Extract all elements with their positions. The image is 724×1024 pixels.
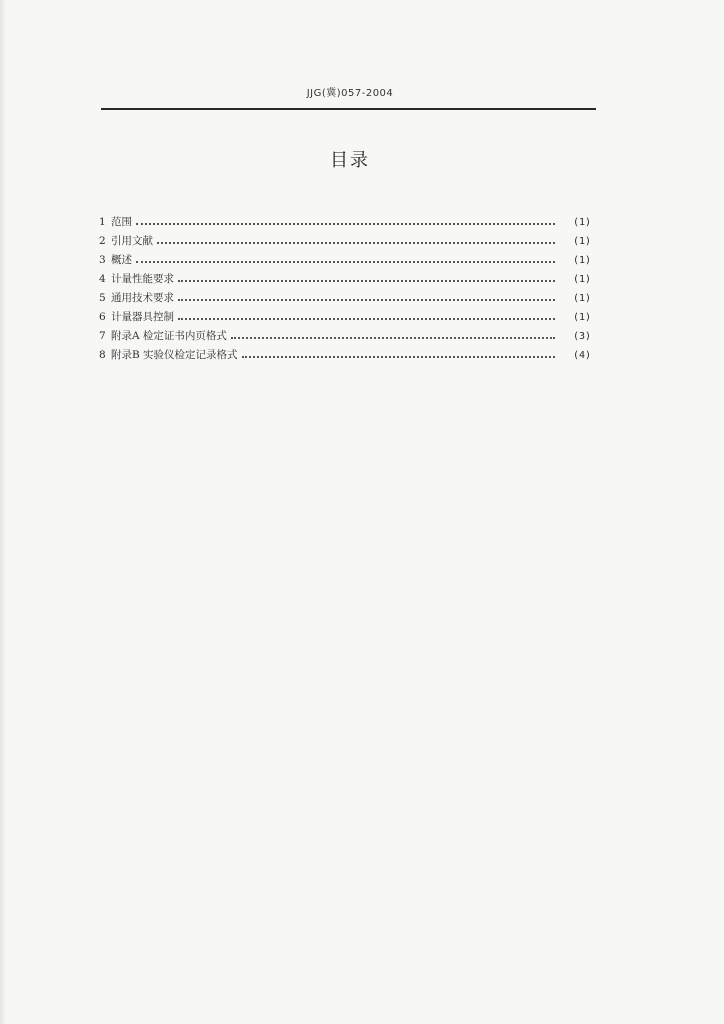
toc-entry-number: 4 — [99, 273, 106, 285]
toc-dot-leader — [231, 337, 555, 339]
toc-entry-label: 引用文献 — [111, 235, 153, 247]
toc-entry-page: (1) — [572, 274, 591, 285]
page-title: 目录 — [330, 150, 370, 171]
toc-entry-appendix-b[interactable] — [99, 347, 591, 366]
toc-dot-leader — [157, 242, 555, 244]
toc-entry-references[interactable] — [99, 233, 591, 252]
toc-dot-leader — [178, 299, 555, 301]
toc-entry-label: 附录B 实验仪检定记录格式 — [111, 349, 238, 361]
toc-entry-label: 通用技术要求 — [111, 292, 174, 304]
toc-entry-number: 1 — [99, 216, 106, 228]
toc-dot-leader — [136, 261, 555, 263]
header-rule — [101, 108, 596, 110]
toc-entry-label: 附录A 检定证书内页格式 — [111, 330, 227, 342]
toc-entry-label: 计量性能要求 — [111, 273, 174, 285]
toc-dot-leader — [136, 223, 555, 225]
toc-entry-page: (1) — [572, 217, 591, 228]
toc-entry-label: 范围 — [111, 216, 132, 228]
toc-entry-page: (1) — [572, 312, 591, 323]
toc-entry-appendix-a[interactable] — [99, 328, 591, 347]
toc-entry-number: 8 — [99, 349, 106, 361]
toc-dot-leader — [178, 318, 555, 320]
toc-entry-label: 计量器具控制 — [111, 311, 174, 323]
toc-entry-page: (3) — [572, 331, 591, 342]
toc-entry-page: (4) — [572, 350, 591, 361]
toc-entry-overview[interactable] — [99, 252, 591, 271]
toc-entry-number: 6 — [99, 311, 106, 323]
toc-entry-page: (1) — [572, 255, 591, 266]
toc-entry-scope[interactable] — [99, 214, 591, 233]
toc-entry-number: 7 — [99, 330, 106, 342]
toc-dot-leader — [178, 280, 555, 282]
toc-entry-number: 3 — [99, 254, 106, 266]
toc-entry-page: (1) — [572, 293, 591, 304]
toc-entry-general-technical-requirements[interactable] — [99, 290, 591, 309]
table-of-contents — [99, 214, 591, 366]
toc-entry-page: (1) — [572, 236, 591, 247]
toc-entry-metrological-requirements[interactable] — [99, 271, 591, 290]
toc-entry-label: 概述 — [111, 254, 132, 266]
toc-entry-instrument-control[interactable] — [99, 309, 591, 328]
toc-entry-number: 5 — [99, 292, 106, 304]
standard-code-header: JJG(冀)057-2004 — [306, 88, 394, 99]
toc-dot-leader — [242, 356, 555, 358]
toc-entry-number: 2 — [99, 235, 106, 247]
